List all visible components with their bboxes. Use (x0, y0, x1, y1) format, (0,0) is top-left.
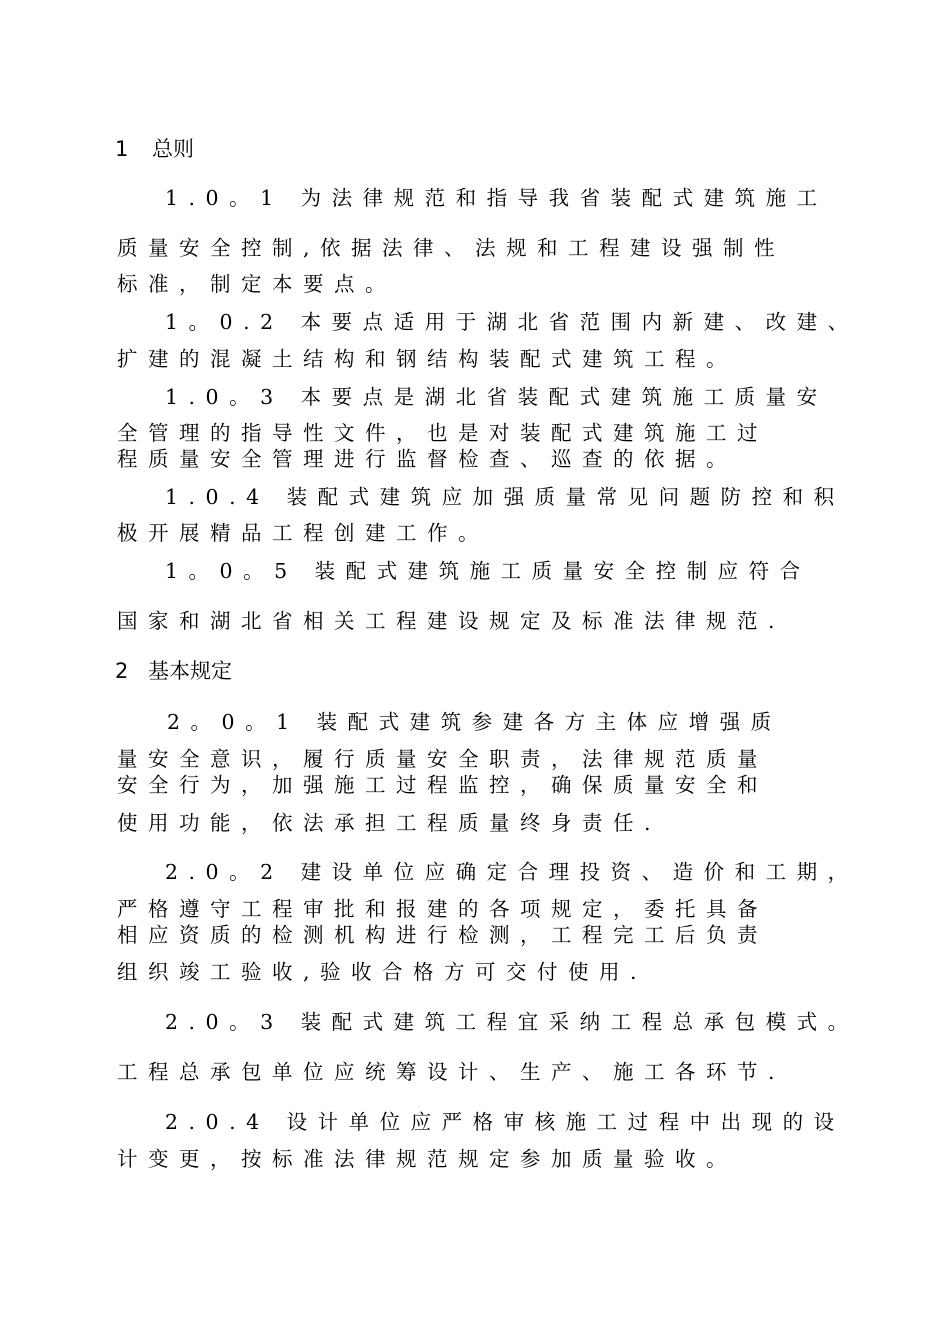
paragraph-line: 标准，制定本要点。 (117, 272, 396, 296)
paragraph-line: 工程总承包单位应统筹设计、生产、施工各环节. (117, 1060, 786, 1084)
paragraph-line: 1。0。5 装配式建筑施工质量安全控制应符合 (165, 559, 811, 583)
section-1-title: 总则 (152, 137, 194, 161)
section-1-heading (115, 137, 194, 161)
paragraph-line: 1.0。1 为法律规范和指导我省装配式建筑施工 (165, 186, 828, 210)
paragraph-line: 安全行为，加强施工过程监控，确保质量安全和 (117, 773, 768, 797)
section-1-number: 1 (115, 137, 129, 161)
paragraph-line: 相应资质的检测机构进行检测，工程完工后负责 (117, 923, 768, 947)
paragraph-line: 2。0。1 装配式建筑参建各方主体应增强质 (167, 710, 782, 734)
section-2-heading (115, 659, 232, 683)
paragraph-line: 扩建的混凝土结构和钢结构装配式建筑工程。 (117, 347, 737, 371)
paragraph-line: 程质量安全管理进行监督检查、巡查的依据。 (117, 447, 737, 471)
paragraph-line: 质量安全控制,依据法律、法规和工程建设强制性 (117, 236, 786, 260)
paragraph-line: 全管理的指导性文件，也是对装配式建筑施工过 (117, 421, 768, 445)
paragraph-line: 1。0.2 本要点适用于湖北省范围内新建、改建、 (165, 310, 859, 334)
paragraph-line: 组织竣工验收,验收合格方可交付使用. (117, 960, 648, 984)
paragraph-line: 使用功能，依法承担工程质量终身责任. (117, 811, 662, 835)
paragraph-line: 国家和湖北省相关工程建设规定及标准法律规范. (117, 609, 786, 633)
paragraph-line: 极开展精品工程创建工作。 (117, 521, 489, 545)
paragraph-line: 量安全意识，履行质量安全职责，法律规范质量 (117, 747, 768, 771)
paragraph-line: 1.0。3 本要点是湖北省装配式建筑施工质量安 (165, 385, 828, 409)
paragraph-line: 计变更，按标准法律规范规定参加质量验收。 (117, 1147, 737, 1171)
paragraph-line: 2.0.4 设计单位应严格审核施工过程中出现的设 (165, 1110, 845, 1134)
paragraph-line: 1.0.4 装配式建筑应加强质量常见问题防控和积 (165, 485, 845, 509)
paragraph-line: 2.0。2 建设单位应确定合理投资、造价和工期， (165, 860, 859, 884)
section-2-number: 2 (115, 659, 129, 683)
section-2-title: 基本规定 (148, 659, 232, 683)
paragraph-line: 严格遵守工程审批和报建的各项规定，委托具备 (117, 897, 768, 921)
paragraph-line: 2.0。3 装配式建筑工程宜采纳工程总承包模式。 (165, 1010, 859, 1034)
